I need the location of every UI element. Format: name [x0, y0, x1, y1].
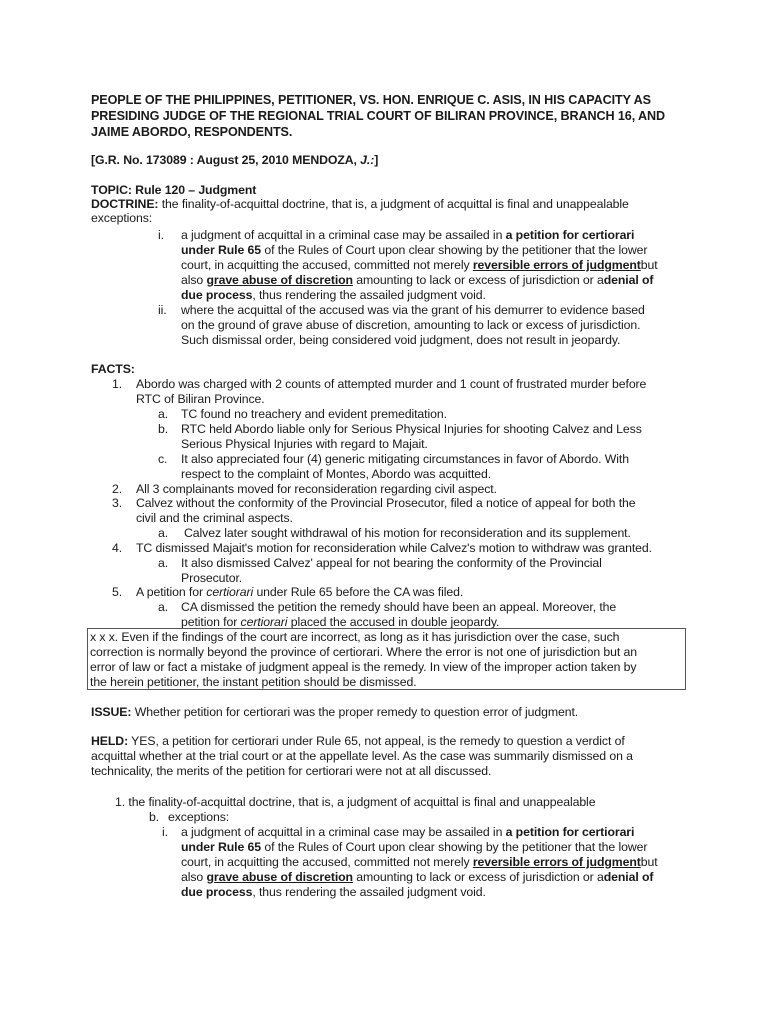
text: court, in acquitting the accused, committed not merely	[181, 258, 473, 272]
ruling-item-i-line-4	[181, 870, 653, 885]
fact-1b-line-1: RTC held Abordo liable only for Serious Physical Injuries for shooting Calvez and Less	[181, 422, 642, 436]
issue-label: ISSUE:	[91, 705, 132, 719]
quote-line-4: the herein petitioner, the instant petition should be dismissed.	[90, 675, 417, 689]
fact-5a-line-1: CA dismissed the petition the remedy should have been an appeal. Moreover, the	[181, 600, 617, 614]
text: court, in acquitting the accused, committed not merely	[181, 855, 473, 869]
text: amounting to lack or excess of jurisdiction or a	[352, 870, 604, 884]
fact-4-text: TC dismissed Majait's motion for reconsideration while Calvez's motion to withdraw was granted.	[136, 541, 652, 555]
doctrine-line-1	[91, 197, 629, 212]
text: of the Rules of Court upon clear showing by the petitioner that the lower	[261, 840, 648, 854]
citation	[91, 153, 378, 168]
doctrine-label: DOCTRINE:	[91, 197, 159, 211]
emphasis: under Rule 65	[181, 840, 262, 854]
emphasis: due process	[181, 288, 253, 302]
text: but	[640, 855, 658, 869]
doctrine-item-i-line-5	[181, 288, 486, 303]
fact-1b-line-2: Serious Physical Injuries with regard to Majait.	[181, 437, 428, 451]
fact-4a-line-1: It also dismissed Calvez' appeal for not bearing the conformity of the Provincial	[181, 556, 602, 570]
fact-4a-line-2: Prosecutor.	[181, 571, 243, 585]
ruling-item-i-line-2	[181, 840, 647, 855]
emphasis: denial of	[603, 870, 654, 884]
held-line-1	[91, 734, 625, 749]
fact-1a-text: TC found no treachery and evident premeditation.	[181, 407, 447, 421]
fact-5-text	[136, 585, 463, 600]
citation-text: [G.R. No. 173089 : August 25, 2010 MENDOZA,	[91, 153, 361, 167]
fact-1a-label: a.	[158, 407, 169, 421]
ruling-b-label: b.	[149, 810, 160, 824]
ruling-line-1: 1. the finality-of-acquittal doctrine, that is, a judgment of acquittal is final and unappealable	[115, 795, 596, 809]
case-title-line-2: PRESIDING JUDGE OF THE REGIONAL TRIAL COURT OF BILIRAN PROVINCE, BRANCH 16, AND	[91, 109, 666, 123]
held-label: HELD:	[91, 734, 129, 748]
italic-term: certiorari	[240, 615, 288, 629]
text: A petition for	[136, 585, 207, 599]
fact-5-num: 5.	[112, 585, 123, 599]
case-title-line-1: PEOPLE OF THE PHILIPPINES, PETITIONER, VS. HON. ENRIQUE C. ASIS, IN HIS CAPACITY AS	[91, 93, 651, 107]
fact-3a-label: a.	[158, 526, 169, 540]
fact-2-num: 2.	[112, 482, 123, 496]
fact-3-line-1: Calvez without the conformity of the Provincial Prosecutor, filed a notice of appeal for both the	[136, 496, 636, 510]
emphasis: a petition for certiorari	[505, 825, 635, 839]
fact-1c-line-2: respect to the complaint of Montes, Abordo was acquitted.	[181, 467, 492, 481]
emphasis: grave abuse of discretion	[206, 870, 353, 884]
fact-1c-line-1: It also appreciated four (4) generic mitigating circumstances in favor of Abordo. With	[181, 452, 629, 466]
fact-1c-label: c.	[158, 452, 168, 466]
quote-line-1: x x x. Even if the findings of the court are incorrect, as long as it has jurisdiction over the case, such	[90, 630, 620, 644]
text: also	[181, 273, 207, 287]
held-text: YES, a petition for certiorari under Rule 65, not appeal, is the remedy to question a verdict of	[128, 734, 625, 748]
text: a judgment of acquittal in a criminal case may be assailed in	[181, 228, 506, 242]
doctrine-item-i-line-3	[181, 258, 658, 273]
italic-term: certiorari	[206, 585, 254, 599]
doctrine-item-i-line-1	[181, 228, 634, 243]
fact-1-num: 1.	[112, 377, 123, 391]
text: amounting to lack or excess of jurisdiction or a	[352, 273, 604, 287]
text: of the Rules of Court upon clear showing by the petitioner that the lower	[261, 243, 648, 257]
fact-1-line-1: Abordo was charged with 2 counts of attempted murder and 1 count of frustrated murder before	[136, 377, 647, 391]
doctrine-item-ii-line-3: Such dismissal order, being considered void judgment, does not result in jeopardy.	[181, 333, 621, 347]
fact-1b-label: b.	[158, 422, 169, 436]
emphasis: under Rule 65	[181, 243, 262, 257]
citation-close: ]	[374, 153, 379, 167]
ruling-item-i-num: i.	[162, 825, 168, 839]
quote-line-2: correction is normally beyond the province of certiorari. Where the error is not one of jurisdiction but an	[90, 645, 638, 659]
ruling-item-i-line-3	[181, 855, 658, 870]
fact-3-line-2: civil and the criminal aspects.	[136, 511, 293, 525]
doctrine-item-i-line-4	[181, 273, 653, 288]
emphasis: reversible errors of judgment	[472, 855, 641, 869]
fact-3-num: 3.	[112, 496, 123, 510]
case-title-line-3: JAIME ABORDO, RESPONDENTS.	[91, 125, 293, 139]
doctrine-item-ii-num: ii.	[158, 303, 167, 317]
text: but	[640, 258, 658, 272]
text: placed the accused in double jeopardy.	[287, 615, 500, 629]
doctrine-item-i-line-2	[181, 243, 647, 258]
quote-line-3: error of law or fact a mistake of judgment appeal is the remedy. In view of the improper action taken by	[90, 660, 637, 674]
doctrine-item-ii-line-1: where the acquittal of the accused was via the grant of his demurrer to evidence based	[181, 303, 645, 317]
text: also	[181, 870, 207, 884]
text: , thus rendering the assailed judgment void.	[252, 288, 486, 302]
ruling-b-text: exceptions:	[168, 810, 230, 824]
emphasis: due process	[181, 885, 253, 899]
fact-2-text: All 3 complainants moved for reconsideration regarding civil aspect.	[136, 482, 497, 496]
emphasis: denial of	[603, 273, 654, 287]
ruling-item-i-line-1	[181, 825, 634, 840]
facts-heading: FACTS:	[91, 362, 135, 376]
text: a judgment of acquittal in a criminal case may be assailed in	[181, 825, 506, 839]
doctrine-exceptions: exceptions:	[91, 211, 153, 225]
fact-4a-label: a.	[158, 556, 169, 570]
doctrine-item-ii-line-2: on the ground of grave abuse of discretion, amounting to lack or excess of jurisdiction.	[181, 318, 641, 332]
ruling-item-i-line-5	[181, 885, 486, 900]
held-line-3: technicality, the merits of the petition for certiorari were not at all discussed.	[91, 764, 492, 778]
doctrine-text: the finality-of-acquittal doctrine, that is, a judgment of acquittal is final and unappealable	[158, 197, 629, 211]
emphasis: reversible errors of judgment	[472, 258, 641, 272]
fact-4-num: 4.	[112, 541, 123, 555]
citation-judge: J.:	[360, 153, 375, 167]
emphasis: grave abuse of discretion	[206, 273, 353, 287]
issue-text: Whether petition for certiorari was the proper remedy to question error of judgment.	[131, 705, 579, 719]
fact-5a-label: a.	[158, 600, 169, 614]
emphasis: a petition for certiorari	[505, 228, 635, 242]
doctrine-item-i-num: i.	[158, 228, 164, 242]
issue	[91, 705, 578, 720]
fact-3a-text: Calvez later sought withdrawal of his motion for reconsideration and its supplement.	[184, 526, 631, 540]
text: petition for	[181, 615, 241, 629]
fact-1-line-2: RTC of Biliran Province.	[136, 392, 265, 406]
topic: TOPIC: Rule 120 – Judgment	[91, 183, 257, 197]
held-line-2: acquittal whether at the trial court or at the appellate level. As the case was summarily dismissed on a	[91, 749, 633, 763]
text: , thus rendering the assailed judgment void.	[252, 885, 486, 899]
text: under Rule 65 before the CA was filed.	[253, 585, 464, 599]
